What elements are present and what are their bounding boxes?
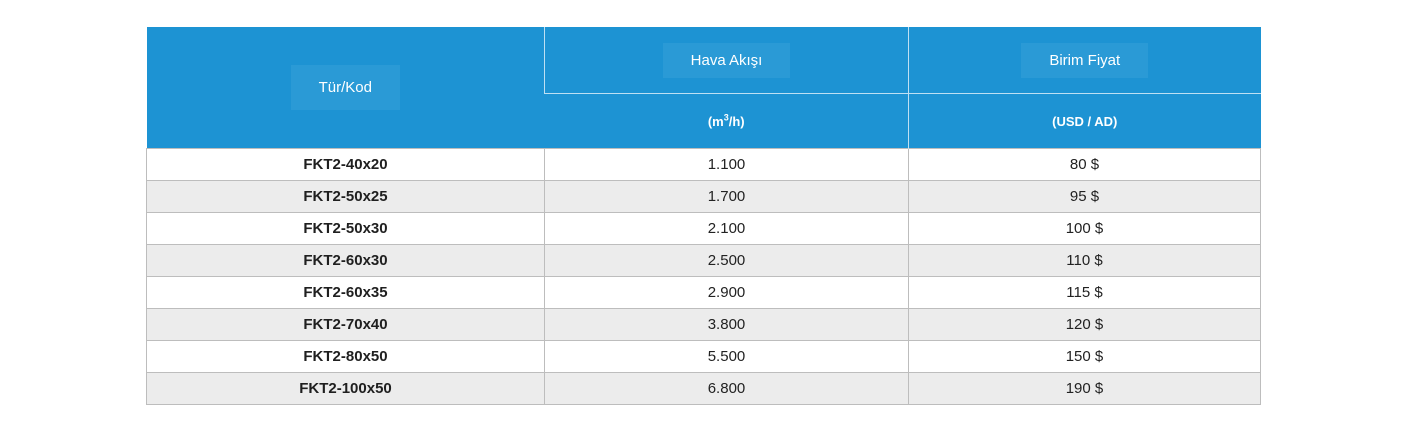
- table-body: [147, 149, 1261, 405]
- row-price: 100 $: [909, 213, 1261, 245]
- row-code: FKT2-60x30: [147, 245, 545, 277]
- row-price: 120 $: [909, 309, 1261, 341]
- row-airflow: 5.500: [545, 341, 909, 373]
- header-airflow-unit: [545, 94, 909, 149]
- table-row: [147, 277, 1261, 309]
- header-airflow: [545, 27, 909, 94]
- header-price-unit: [909, 94, 1261, 149]
- row-price: 115 $: [909, 277, 1261, 309]
- row-price: 80 $: [909, 149, 1261, 181]
- row-price: 190 $: [909, 373, 1261, 405]
- row-price: 150 $: [909, 341, 1261, 373]
- row-airflow: 2.500: [545, 245, 909, 277]
- header-type-code: [147, 27, 545, 149]
- row-code: FKT2-70x40: [147, 309, 545, 341]
- row-price: 110 $: [909, 245, 1261, 277]
- row-airflow: 6.800: [545, 373, 909, 405]
- airflow-unit-tail: /h): [728, 113, 745, 129]
- row-airflow: 2.900: [545, 277, 909, 309]
- row-code: FKT2-60x35: [147, 277, 545, 309]
- row-code: FKT2-50x30: [147, 213, 545, 245]
- airflow-unit-label: [708, 114, 745, 129]
- table-row: [147, 213, 1261, 245]
- table-row: [147, 341, 1261, 373]
- row-airflow: 2.100: [545, 213, 909, 245]
- row-code: FKT2-100x50: [147, 373, 545, 405]
- row-airflow: 3.800: [545, 309, 909, 341]
- price-table-container: [146, 27, 1260, 405]
- header-type-code-label: Tür/Kod: [291, 65, 400, 110]
- airflow-unit-base: (m: [707, 113, 724, 129]
- airflow-unit-exponent: 3: [723, 112, 729, 123]
- table-row: [147, 309, 1261, 341]
- row-code: FKT2-80x50: [147, 341, 545, 373]
- row-code: FKT2-50x25: [147, 181, 545, 213]
- row-airflow: 1.700: [545, 181, 909, 213]
- row-code: FKT2-40x20: [147, 149, 545, 181]
- table-row: [147, 373, 1261, 405]
- row-airflow: 1.100: [545, 149, 909, 181]
- price-unit-label: (USD / AD): [1052, 113, 1118, 129]
- table-row: [147, 149, 1261, 181]
- price-table: [146, 27, 1261, 405]
- table-header: [147, 27, 1261, 149]
- table-row: [147, 181, 1261, 213]
- table-row: [147, 245, 1261, 277]
- header-unit-price-label: Birim Fiyat: [1021, 43, 1148, 78]
- row-price: 95 $: [909, 181, 1261, 213]
- header-airflow-label: Hava Akışı: [663, 43, 791, 78]
- header-unit-price: [909, 27, 1261, 94]
